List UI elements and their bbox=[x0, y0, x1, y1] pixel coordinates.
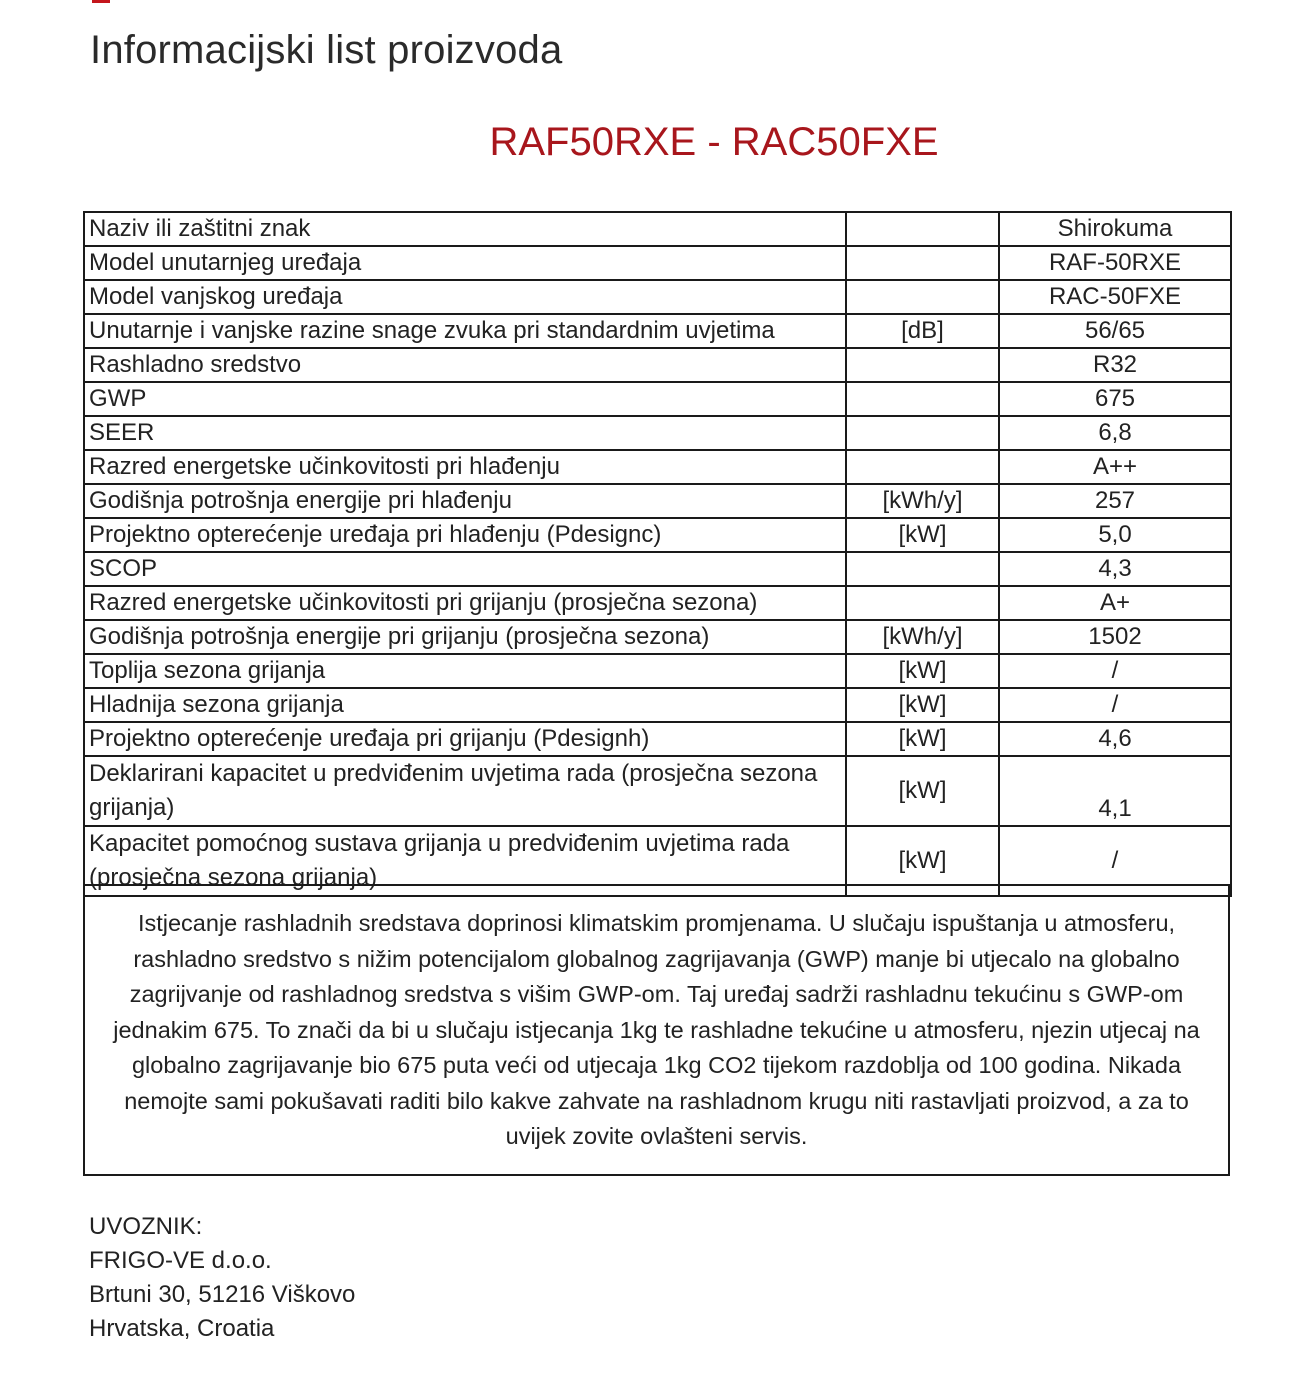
row-value: A++ bbox=[999, 450, 1231, 484]
brand-accent-mark bbox=[92, 0, 110, 3]
row-value: / bbox=[999, 688, 1231, 722]
model-heading: RAF50RXE - RAC50FXE bbox=[489, 120, 939, 164]
row-label: Kapacitet pomoćnog sustava grijanja u predviđenim uvjetima rada (prosječna sezona grijanja) bbox=[84, 826, 846, 896]
row-value: 4,1 bbox=[999, 756, 1231, 826]
row-value: 4,6 bbox=[999, 722, 1231, 756]
table-row bbox=[84, 416, 1231, 450]
row-label: Projektno opterećenje uređaja pri hlađenju (Pdesignc) bbox=[84, 518, 846, 552]
row-unit: [kWh/y] bbox=[846, 484, 999, 518]
table-row bbox=[84, 484, 1231, 518]
importer-country: Hrvatska, Croatia bbox=[89, 1315, 275, 1342]
row-label: Godišnja potrošnja energije pri hlađenju bbox=[84, 484, 846, 518]
row-value: 6,8 bbox=[999, 416, 1231, 450]
row-unit: [kW] bbox=[846, 654, 999, 688]
row-label: Model unutarnjeg uređaja bbox=[84, 246, 846, 280]
row-value: RAC-50FXE bbox=[999, 280, 1231, 314]
row-label: Hladnija sezona grijanja bbox=[84, 688, 846, 722]
row-label: Godišnja potrošnja energije pri grijanju (prosječna sezona) bbox=[84, 620, 846, 654]
row-label: Naziv ili zaštitni znak bbox=[84, 212, 846, 246]
row-label: Razred energetske učinkovitosti pri hlađenju bbox=[84, 450, 846, 484]
row-unit bbox=[846, 212, 999, 246]
row-label: SCOP bbox=[84, 552, 846, 586]
row-unit: [kWh/y] bbox=[846, 620, 999, 654]
row-unit bbox=[846, 246, 999, 280]
row-value: 4,3 bbox=[999, 552, 1231, 586]
row-value: 56/65 bbox=[999, 314, 1231, 348]
row-value: R32 bbox=[999, 348, 1231, 382]
row-label: GWP bbox=[84, 382, 846, 416]
table-row bbox=[84, 586, 1231, 620]
row-unit: [dB] bbox=[846, 314, 999, 348]
row-label: Razred energetske učinkovitosti pri grijanju (prosječna sezona) bbox=[84, 586, 846, 620]
row-label: Model vanjskog uređaja bbox=[84, 280, 846, 314]
table-row bbox=[84, 552, 1231, 586]
row-unit: [kW] bbox=[846, 826, 999, 896]
row-label: Deklarirani kapacitet u predviđenim uvjetima rada (prosječna sezona grijanja) bbox=[84, 756, 846, 826]
spec-table bbox=[83, 211, 1232, 897]
table-row bbox=[84, 518, 1231, 552]
table-row bbox=[84, 620, 1231, 654]
table-row bbox=[84, 246, 1231, 280]
refrigerant-notice-text: Istjecanje rashladnih sredstava doprinosi klimatskim promjenama. U slučaju ispuštanja u atmosferu, rashladno sredstvo s nižim potencijalom globalnog zagrijavanja (GWP) manje bi utjecalo na globalno zagrijvanje od rashladnog sredstva s višim GWP-om. Taj uređaj sadrži rashladnu tekućinu s GWP-om jednakim 675. To znači da bi u slučaju istjecanja 1kg te rashladne tekućine u atmosferu, njezin utjecaj na globalno zagrijavanje bio 675 puta veći od utjecaja 1kg CO2 tijekom razdoblja od 100 godina. Nikada nemojte sami pokušavati raditi bilo kakve zahvate na rashladnom krugu niti rastavljati proizvod, a za to uvijek zovite ovlašteni servis. bbox=[113, 910, 1200, 1149]
table-row bbox=[84, 756, 1231, 826]
row-unit bbox=[846, 450, 999, 484]
page-title: Informacijski list proizvoda bbox=[90, 28, 563, 72]
row-label: Projektno opterećenje uređaja pri grijanju (Pdesignh) bbox=[84, 722, 846, 756]
row-value: 257 bbox=[999, 484, 1231, 518]
importer-address: Brtuni 30, 51216 Viškovo bbox=[89, 1281, 356, 1308]
row-label: SEER bbox=[84, 416, 846, 450]
row-value: RAF-50RXE bbox=[999, 246, 1231, 280]
row-unit: [kW] bbox=[846, 518, 999, 552]
row-value: / bbox=[999, 654, 1231, 688]
table-row bbox=[84, 212, 1231, 246]
refrigerant-notice-box bbox=[83, 884, 1230, 1176]
table-row bbox=[84, 382, 1231, 416]
table-row bbox=[84, 314, 1231, 348]
row-label: Rashladno sredstvo bbox=[84, 348, 846, 382]
row-unit bbox=[846, 280, 999, 314]
table-row bbox=[84, 654, 1231, 688]
row-unit: [kW] bbox=[846, 722, 999, 756]
row-value: A+ bbox=[999, 586, 1231, 620]
row-value: Shirokuma bbox=[999, 212, 1231, 246]
row-unit bbox=[846, 586, 999, 620]
row-value: / bbox=[999, 826, 1231, 896]
table-row bbox=[84, 688, 1231, 722]
importer-company: FRIGO-VE d.o.o. bbox=[89, 1247, 272, 1274]
row-value: 1502 bbox=[999, 620, 1231, 654]
row-label: Toplija sezona grijanja bbox=[84, 654, 846, 688]
table-row bbox=[84, 450, 1231, 484]
importer-heading: UVOZNIK: bbox=[89, 1213, 203, 1240]
row-unit bbox=[846, 348, 999, 382]
row-unit bbox=[846, 416, 999, 450]
table-row bbox=[84, 280, 1231, 314]
importer-block bbox=[89, 1210, 355, 1346]
row-unit: [kW] bbox=[846, 688, 999, 722]
table-row bbox=[84, 348, 1231, 382]
row-label: Unutarnje i vanjske razine snage zvuka pri standardnim uvjetima bbox=[84, 314, 846, 348]
table-row bbox=[84, 722, 1231, 756]
row-unit: [kW] bbox=[846, 756, 999, 826]
row-value: 675 bbox=[999, 382, 1231, 416]
row-value: 5,0 bbox=[999, 518, 1231, 552]
row-unit bbox=[846, 382, 999, 416]
row-unit bbox=[846, 552, 999, 586]
